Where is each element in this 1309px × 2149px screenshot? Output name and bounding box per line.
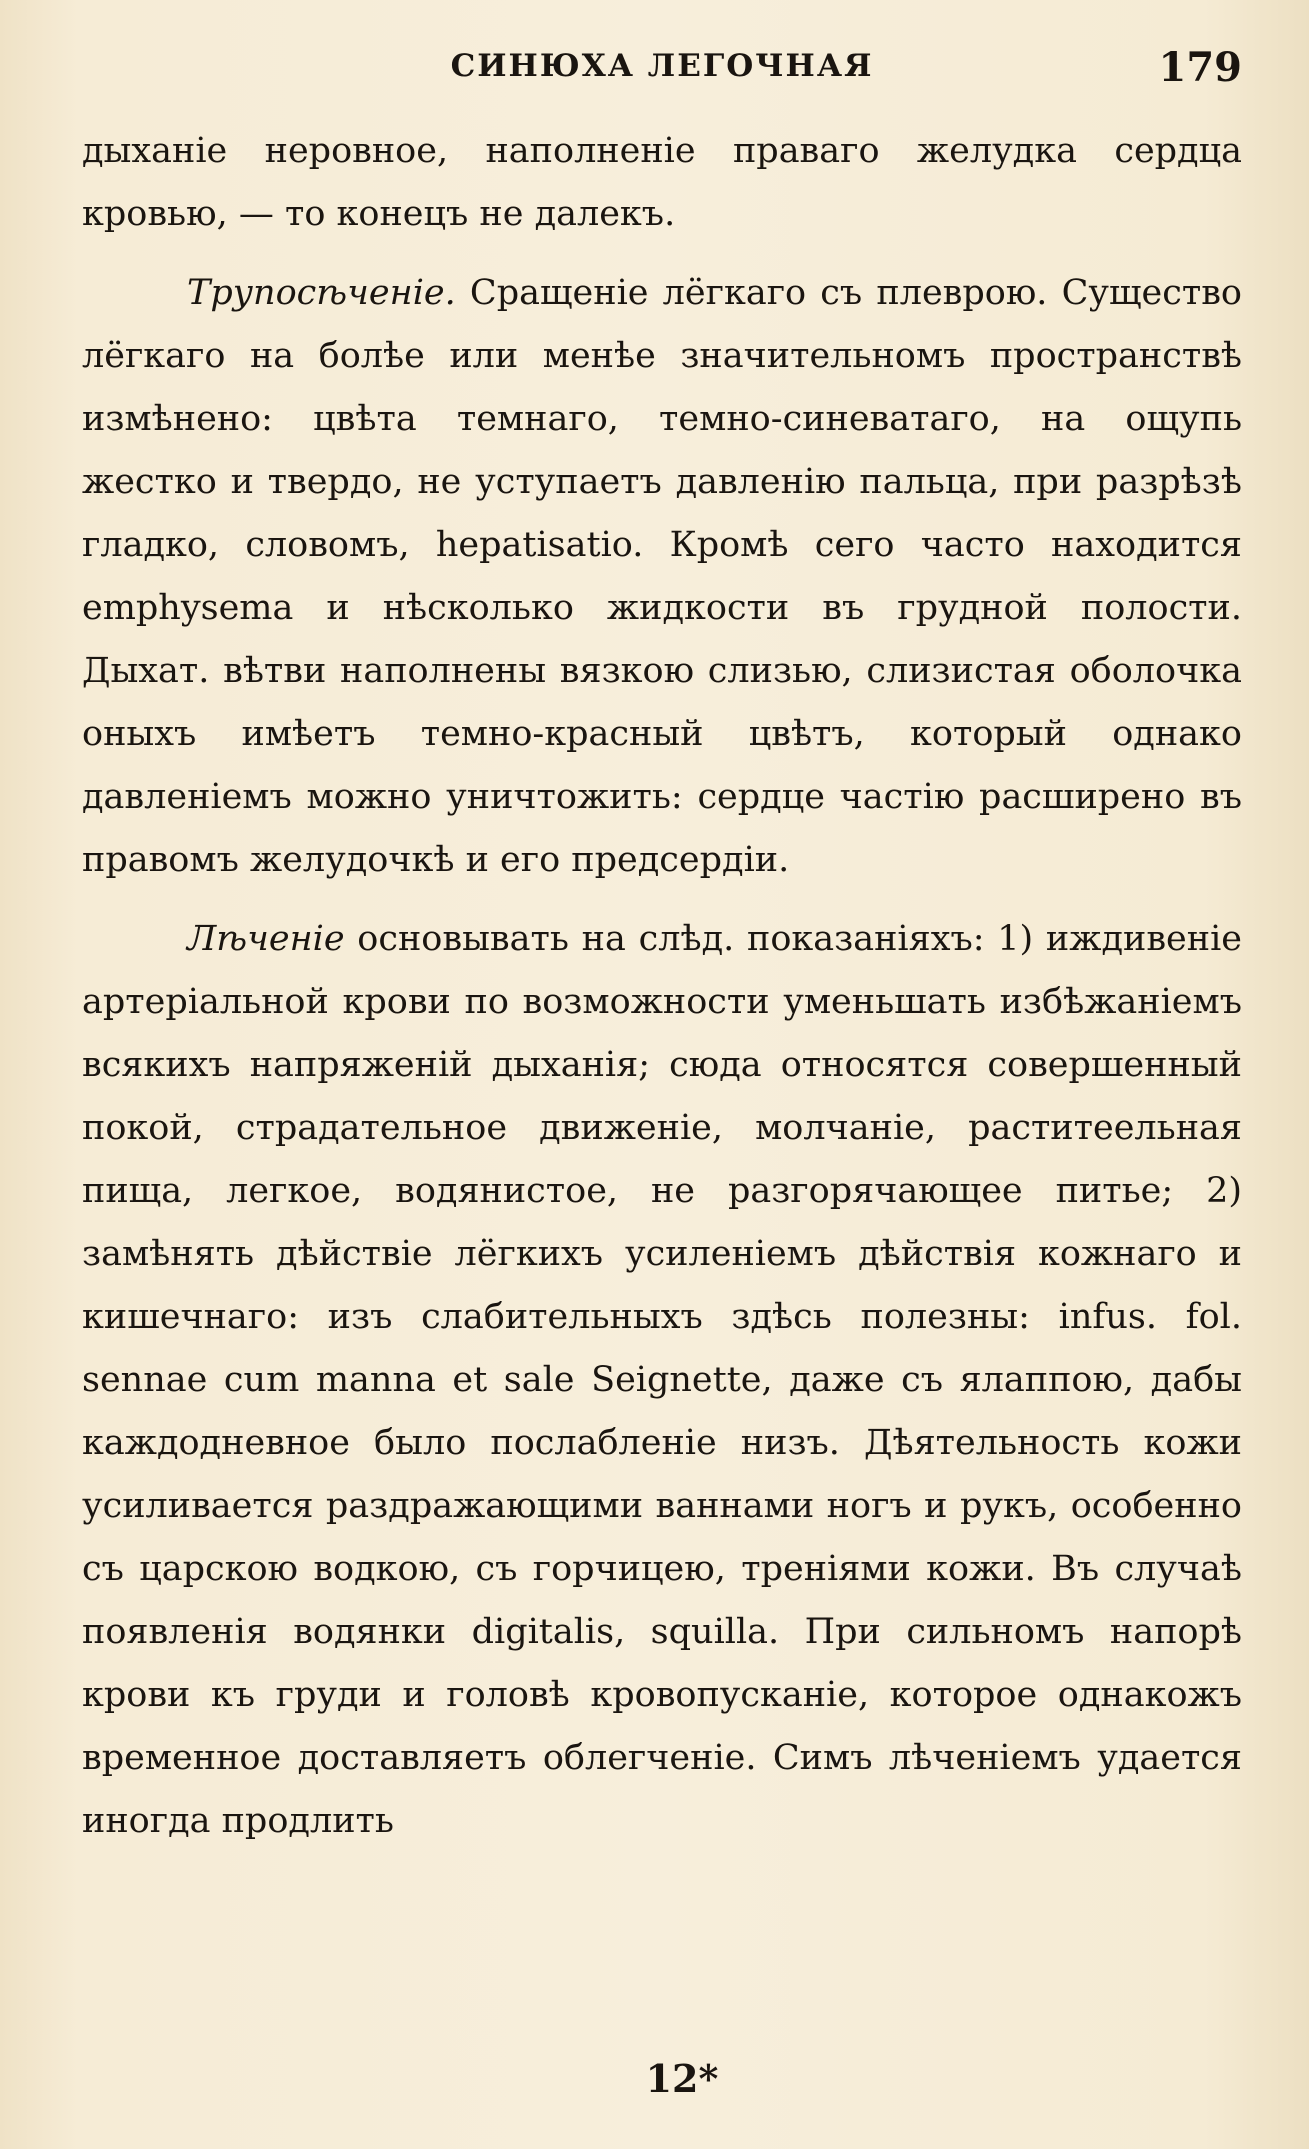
page-number: 179 <box>1158 44 1242 91</box>
paragraph-text: основывать на слѣд. показаніяхъ: 1) иждивеніе артеріальной крови по возможности уменьшать избѣжаніемъ всякихъ напряженій дыханія; сюда относятся совершенный покой, страдательное движеніе, молчаніе, раститеельная пища, легкое, водянистое, не разгорячающее питье; 2) замѣнять дѣйствіе лёгкихъ усиленіемъ дѣйствія кожнаго и кишечнаго: изъ слабительныхъ здѣсь полезны: infus. fol. sennae cum manna et sale Seignette, даже съ ялаппою, дабы каждодневное было послабленіе низъ. Дѣятельность кожи усиливается раздражающими ваннами ногъ и рукъ, особенно съ царскою водкою, съ горчицею, треніями кожи. Въ случаѣ появленія водянки digitalis, squilla. При сильномъ напорѣ крови къ груди и головѣ кровопусканіе, которое однакожъ временное доставляетъ облегченіе. Симъ лѣченіемъ удается иногда продлить <box>82 919 1242 1841</box>
paragraph-text: Сращеніе лёгкаго съ плеврою. Существо лёгкаго на болѣе или менѣе значительномъ пространствѣ измѣнено: цвѣта темнаго, темно-синеватаго, на ощупь жестко и твердо, не уступаетъ давленію пальца, при разрѣзѣ гладко, словомъ, hepatisatio. Кромѣ сего часто находится emphysema и нѣсколько жидкости въ грудной полости. Дыхат. вѣтви наполнены вязкою слизью, слизистая оболочка оныхъ имѣетъ темно-красный цвѣтъ, который однако давленіемъ можно уничтожить: сердце частію расширено въ правомъ желудочкѣ и его предсердіи. <box>82 273 1242 880</box>
body-text <box>82 120 1242 1853</box>
paragraph-text: дыханіе неровное, наполненіе праваго желудка сердца кровью, — то конецъ не далекъ. <box>82 131 1242 234</box>
section-term-treatment: Лѣченіе <box>187 919 345 959</box>
page-footer <box>82 2056 1242 2101</box>
paragraph-autopsy <box>82 262 1242 892</box>
running-title: СИНЮХА ЛЕГОЧНАЯ <box>450 48 874 84</box>
signature-mark: 12* <box>645 2056 719 2101</box>
paragraph-treatment <box>82 908 1242 1853</box>
paragraph-continuation <box>82 120 1242 246</box>
page-header <box>82 44 1242 94</box>
section-term-autopsy: Трупосѣченіе. <box>187 273 456 313</box>
